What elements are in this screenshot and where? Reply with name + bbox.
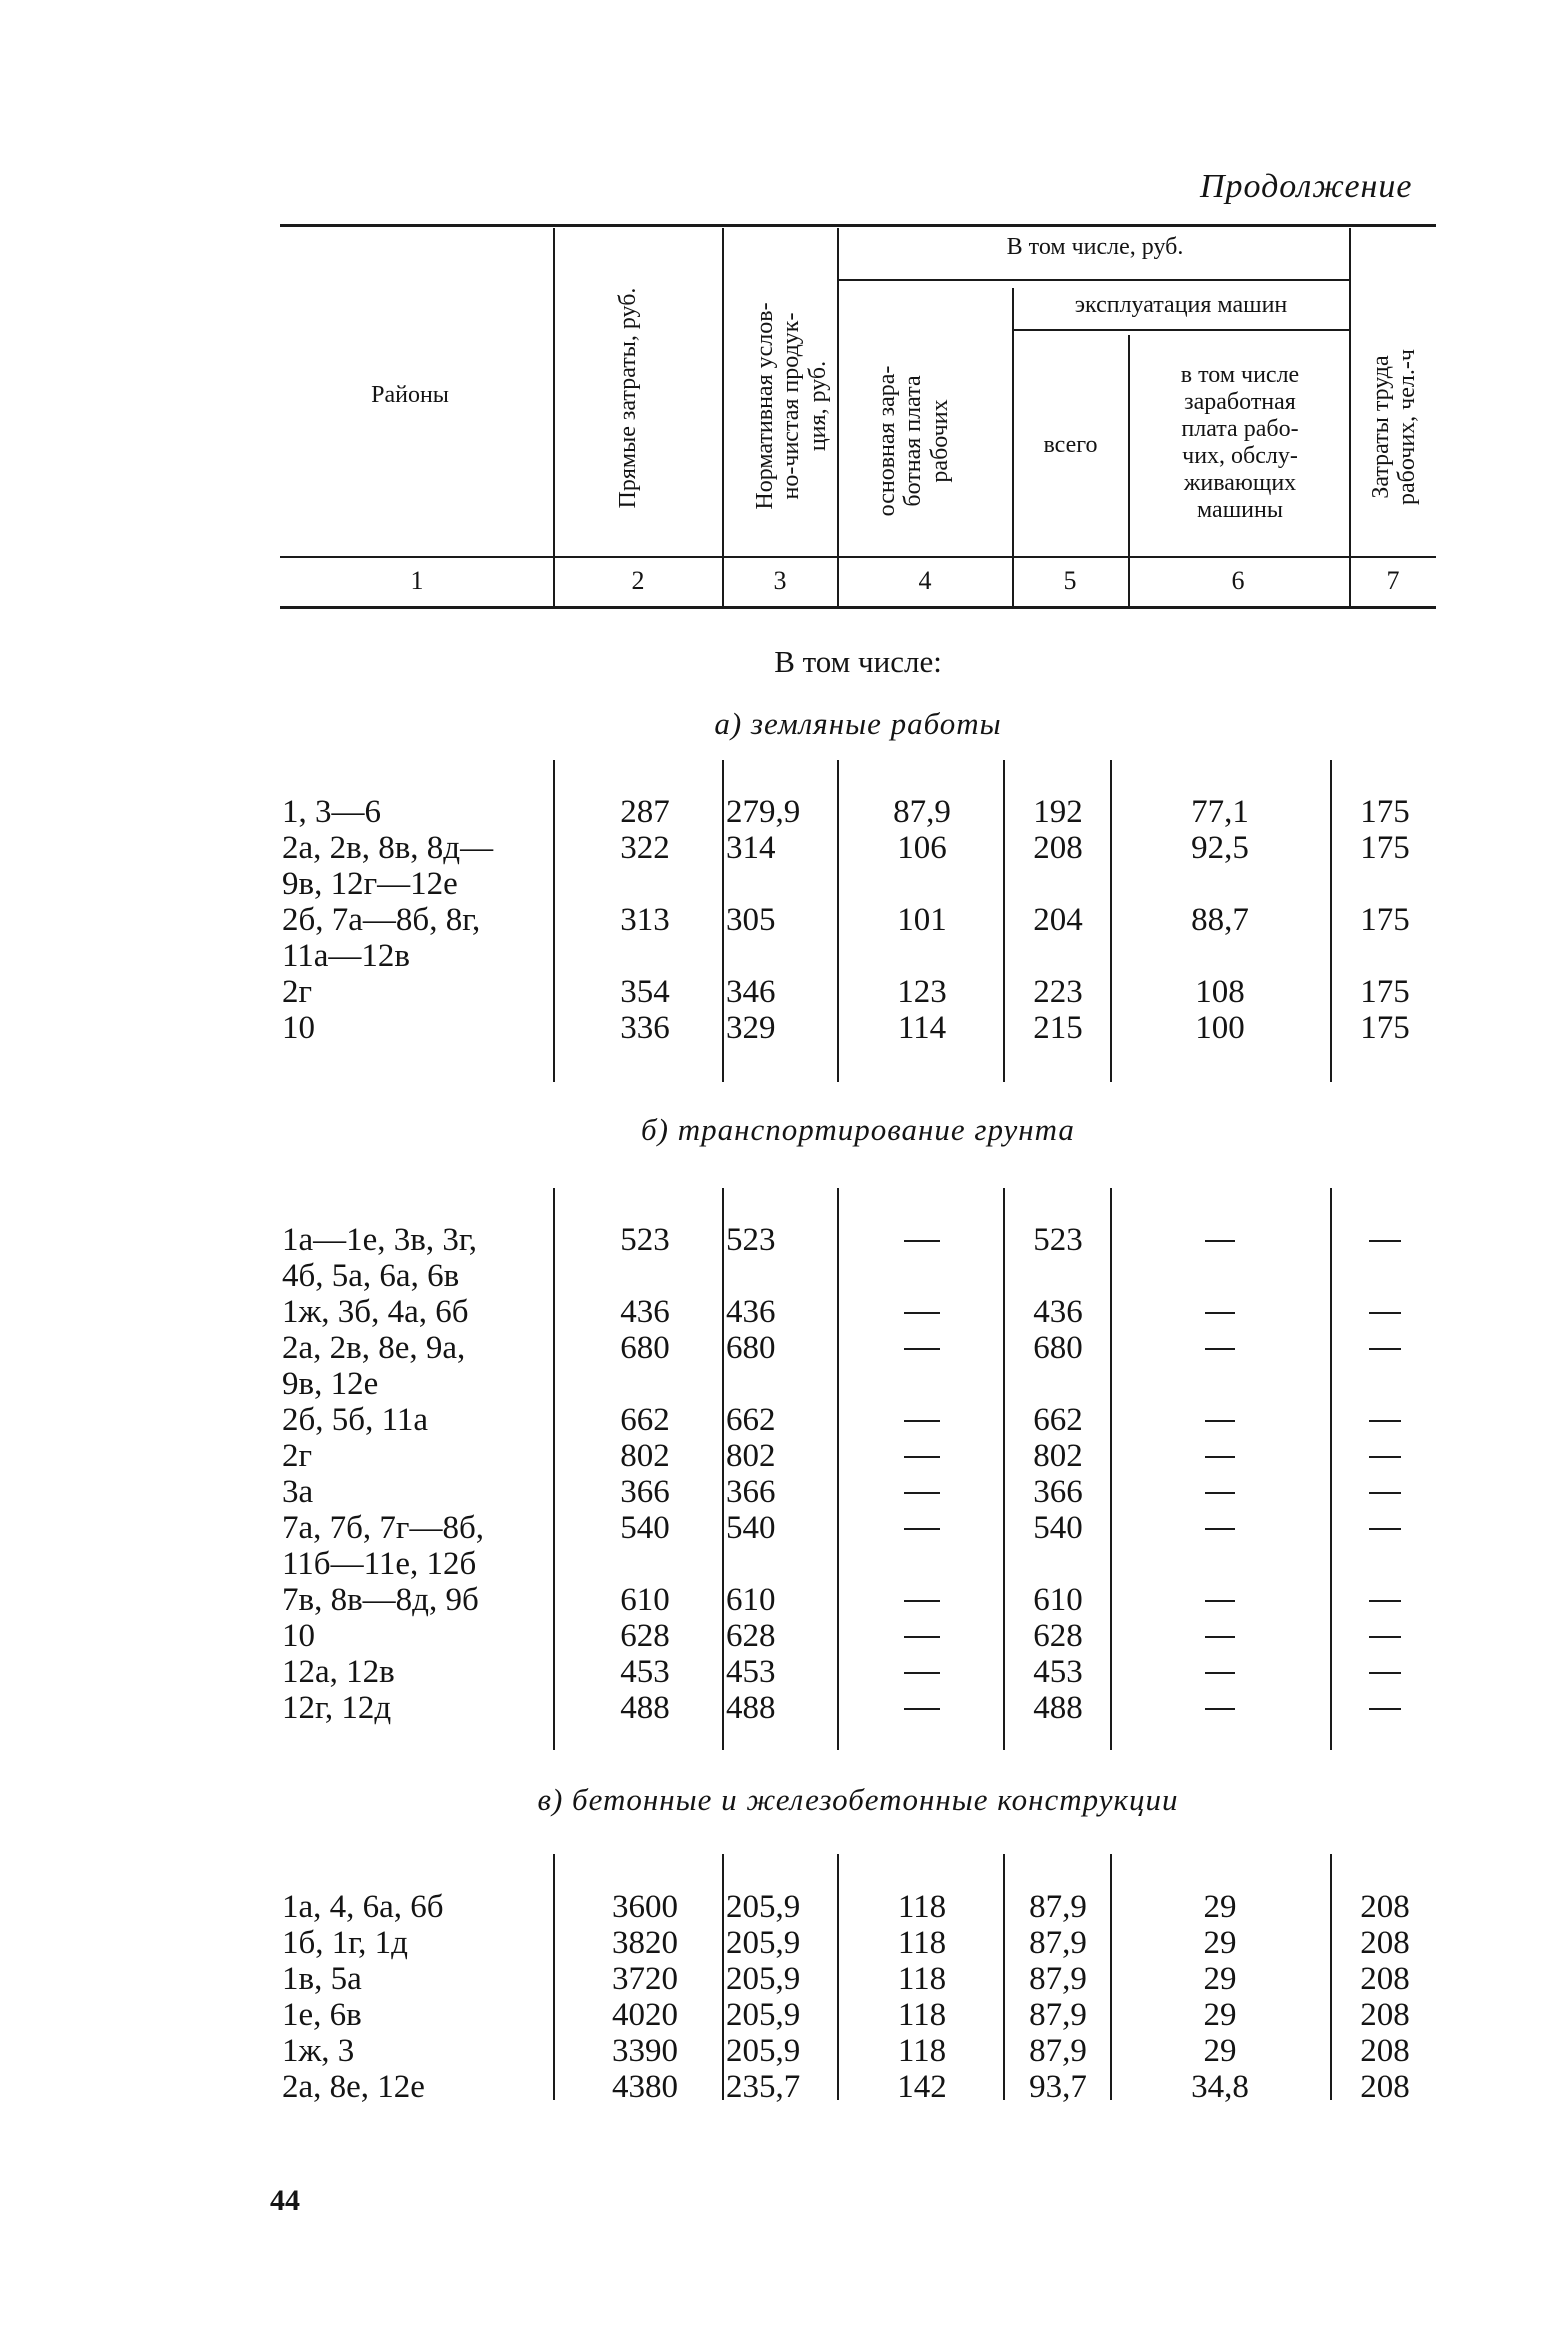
value-cell: 313 — [620, 902, 670, 938]
value-cell: 436 — [726, 1294, 776, 1330]
value-cell: 208 — [1360, 1997, 1410, 2033]
column-number: 4 — [918, 566, 932, 595]
dash-mark — [904, 1708, 940, 1710]
value-cell: 366 — [726, 1474, 776, 1510]
value-cell: 87,9 — [1029, 1925, 1087, 1961]
value-cell: 346 — [726, 974, 776, 1010]
dash-mark — [1369, 1672, 1401, 1674]
value-cell: 87,9 — [1029, 1997, 1087, 2033]
value-cell: 453 — [620, 1654, 670, 1690]
table-row — [0, 1618, 1556, 1654]
value-cell: 175 — [1360, 902, 1410, 938]
region-cell: 7в, 8в—8д, 9б — [282, 1582, 479, 1618]
table-row — [0, 1294, 1556, 1330]
table-row — [0, 1582, 1556, 1618]
table-row — [0, 794, 1556, 830]
value-cell: 108 — [1195, 974, 1245, 1010]
region-cell: 2а, 2в, 8в, 8д— 9в, 12г—12е — [282, 830, 494, 902]
dash-mark — [904, 1636, 940, 1638]
value-cell: 628 — [620, 1618, 670, 1654]
value-cell: 106 — [897, 830, 947, 866]
value-cell: 235,7 — [726, 2069, 801, 2105]
table-row — [0, 830, 1556, 902]
dash-mark — [1205, 1456, 1235, 1458]
column-number: 2 — [631, 566, 645, 595]
region-cell: 2г — [282, 974, 313, 1010]
value-cell: 366 — [620, 1474, 670, 1510]
table-row — [0, 1997, 1556, 2033]
region-cell: 10 — [282, 1010, 315, 1046]
value-cell: 610 — [1033, 1582, 1083, 1618]
page-number: 44 — [270, 2184, 300, 2217]
value-cell: 314 — [726, 830, 776, 866]
dash-mark — [904, 1528, 940, 1530]
value-cell: 628 — [726, 1618, 776, 1654]
value-cell: 29 — [1203, 1889, 1237, 1925]
value-cell: 205,9 — [726, 1925, 801, 1961]
header-normative-product: Нормативная услов- но-чистая продук- ция, руб. — [752, 302, 831, 510]
value-cell: 354 — [620, 974, 670, 1010]
value-cell: 87,9 — [893, 794, 951, 830]
dash-mark — [1369, 1420, 1401, 1422]
value-cell: 175 — [1360, 1010, 1410, 1046]
value-cell: 208 — [1360, 1889, 1410, 1925]
value-cell: 540 — [1033, 1510, 1083, 1546]
dash-mark — [904, 1312, 940, 1314]
value-cell: 628 — [1033, 1618, 1083, 1654]
region-cell: 2б, 5б, 11а — [282, 1402, 429, 1438]
value-cell: 223 — [1033, 974, 1083, 1010]
dash-mark — [1205, 1492, 1235, 1494]
table-row — [0, 1330, 1556, 1402]
dash-mark — [1369, 1456, 1401, 1458]
value-cell: 4020 — [612, 1997, 678, 2033]
continuation-label: Продолжение — [1200, 168, 1413, 205]
value-cell: 93,7 — [1029, 2069, 1087, 2105]
dash-mark — [1369, 1708, 1401, 1710]
value-cell: 205,9 — [726, 1997, 801, 2033]
value-cell: 3600 — [612, 1889, 678, 1925]
region-cell: 7а, 7б, 7г—8б, 11б—11е, 12б — [282, 1510, 485, 1582]
dash-mark — [1205, 1420, 1235, 1422]
value-cell: 488 — [620, 1690, 670, 1726]
dash-mark — [1205, 1240, 1235, 1242]
value-cell: 118 — [897, 2033, 947, 2069]
value-cell: 453 — [726, 1654, 776, 1690]
value-cell: 87,9 — [1029, 2033, 1087, 2069]
header-machine-operation: эксплуатация машин — [1074, 292, 1288, 318]
header-machine-wages: в том числе заработная плата рабо- чих, обслу- живающих машины — [1180, 362, 1300, 523]
table-row — [0, 1474, 1556, 1510]
value-cell: 101 — [897, 902, 947, 938]
value-cell: 92,5 — [1191, 830, 1249, 866]
value-cell: 453 — [1033, 1654, 1083, 1690]
dash-mark — [904, 1492, 940, 1494]
header-regions: Районы — [371, 382, 449, 408]
column-number: 7 — [1386, 566, 1400, 595]
value-cell: 123 — [897, 974, 947, 1010]
dash-mark — [904, 1420, 940, 1422]
value-cell: 208 — [1033, 830, 1083, 866]
value-cell: 192 — [1033, 794, 1083, 830]
region-cell: 2а, 2в, 8е, 9а, 9в, 12е — [282, 1330, 466, 1402]
value-cell: 802 — [726, 1438, 776, 1474]
dash-mark — [904, 1240, 940, 1242]
region-cell: 1е, 6в — [282, 1997, 362, 2033]
dash-mark — [1205, 1600, 1235, 1602]
value-cell: 279,9 — [726, 794, 801, 830]
value-cell: 488 — [726, 1690, 776, 1726]
table-row — [0, 1654, 1556, 1690]
value-cell: 610 — [726, 1582, 776, 1618]
value-cell: 540 — [726, 1510, 776, 1546]
header-group-including: В том числе, руб. — [1006, 234, 1184, 260]
value-cell: 118 — [897, 1925, 947, 1961]
value-cell: 680 — [726, 1330, 776, 1366]
value-cell: 336 — [620, 1010, 670, 1046]
value-cell: 175 — [1360, 794, 1410, 830]
table-row — [0, 1010, 1556, 1046]
dash-mark — [904, 1672, 940, 1674]
value-cell: 208 — [1360, 1961, 1410, 1997]
value-cell: 366 — [1033, 1474, 1083, 1510]
dash-mark — [1369, 1492, 1401, 1494]
region-cell: 2а, 8е, 12е — [282, 2069, 425, 2105]
value-cell: 662 — [620, 1402, 670, 1438]
dash-mark — [1205, 1708, 1235, 1710]
dash-mark — [1369, 1348, 1401, 1350]
value-cell: 802 — [620, 1438, 670, 1474]
value-cell: 208 — [1360, 1925, 1410, 1961]
region-cell: 1, 3—6 — [282, 794, 381, 830]
value-cell: 88,7 — [1191, 902, 1249, 938]
value-cell: 523 — [620, 1222, 670, 1258]
table-row — [0, 1889, 1556, 1925]
section-title: а) земляные работы — [714, 706, 1002, 741]
dash-mark — [1205, 1348, 1235, 1350]
dash-mark — [1205, 1528, 1235, 1530]
table-row — [0, 1222, 1556, 1294]
column-number: 3 — [773, 566, 787, 595]
value-cell: 3720 — [612, 1961, 678, 1997]
value-cell: 118 — [897, 1889, 947, 1925]
value-cell: 436 — [620, 1294, 670, 1330]
region-cell: 1ж, 3б, 4а, 6б — [282, 1294, 469, 1330]
value-cell: 305 — [726, 902, 776, 938]
value-cell: 610 — [620, 1582, 670, 1618]
value-cell: 114 — [897, 1010, 947, 1046]
value-cell: 142 — [897, 2069, 947, 2105]
value-cell: 322 — [620, 830, 670, 866]
table-row — [0, 974, 1556, 1010]
region-cell: 1в, 5а — [282, 1961, 362, 1997]
dash-mark — [1205, 1672, 1235, 1674]
dash-mark — [1205, 1636, 1235, 1638]
value-cell: 175 — [1360, 830, 1410, 866]
value-cell: 215 — [1033, 1010, 1083, 1046]
table-row — [0, 2069, 1556, 2105]
value-cell: 205,9 — [726, 2033, 801, 2069]
region-cell: 12г, 12д — [282, 1690, 392, 1726]
header-labor-costs: Затраты труда рабочих, чел.-ч — [1368, 349, 1421, 505]
region-cell: 10 — [282, 1618, 315, 1654]
value-cell: 29 — [1203, 1997, 1237, 2033]
value-cell: 523 — [726, 1222, 776, 1258]
section-title: б) транспортирование грунта — [641, 1112, 1075, 1147]
value-cell: 662 — [1033, 1402, 1083, 1438]
value-cell: 205,9 — [726, 1961, 801, 1997]
dash-mark — [1369, 1528, 1401, 1530]
region-cell: 1а—1е, 3в, 3г, 4б, 5а, 6а, 6в — [282, 1222, 477, 1294]
value-cell: 3820 — [612, 1925, 678, 1961]
table-row — [0, 1402, 1556, 1438]
region-cell: 1ж, 3 — [282, 2033, 355, 2069]
region-cell: 2б, 7а—8б, 8г, 11а—12в — [282, 902, 481, 974]
value-cell: 100 — [1195, 1010, 1245, 1046]
value-cell: 287 — [620, 794, 670, 830]
table-row — [0, 1961, 1556, 1997]
value-cell: 87,9 — [1029, 1961, 1087, 1997]
value-cell: 118 — [897, 1961, 947, 1997]
header-direct-costs: Прямые затраты, руб. — [615, 287, 641, 509]
value-cell: 662 — [726, 1402, 776, 1438]
column-number: 5 — [1063, 566, 1077, 595]
dash-mark — [904, 1348, 940, 1350]
table-row — [0, 1925, 1556, 1961]
value-cell: 29 — [1203, 2033, 1237, 2069]
region-cell: 1б, 1г, 1д — [282, 1925, 408, 1961]
region-cell: 12а, 12в — [282, 1654, 395, 1690]
in-total-label: В том числе: — [774, 644, 942, 679]
table-row — [0, 1438, 1556, 1474]
value-cell: 208 — [1360, 2033, 1410, 2069]
dash-mark — [904, 1456, 940, 1458]
value-cell: 523 — [1033, 1222, 1083, 1258]
value-cell: 436 — [1033, 1294, 1083, 1330]
value-cell: 204 — [1033, 902, 1083, 938]
table-row — [0, 902, 1556, 974]
section-title: в) бетонные и железобетонные конструкции — [537, 1782, 1179, 1817]
dash-mark — [1205, 1312, 1235, 1314]
column-number: 1 — [410, 566, 424, 595]
dash-mark — [1369, 1636, 1401, 1638]
dash-mark — [1369, 1240, 1401, 1242]
value-cell: 488 — [1033, 1690, 1083, 1726]
dash-mark — [1369, 1600, 1401, 1602]
value-cell: 118 — [897, 1997, 947, 2033]
value-cell: 87,9 — [1029, 1889, 1087, 1925]
value-cell: 680 — [1033, 1330, 1083, 1366]
table-row — [0, 1690, 1556, 1726]
value-cell: 205,9 — [726, 1889, 801, 1925]
value-cell: 208 — [1360, 2069, 1410, 2105]
region-cell: 1а, 4, 6а, 6б — [282, 1889, 444, 1925]
value-cell: 34,8 — [1191, 2069, 1249, 2105]
value-cell: 77,1 — [1191, 794, 1249, 830]
table-row — [0, 1510, 1556, 1582]
value-cell: 3390 — [612, 2033, 678, 2069]
region-cell: 2г — [282, 1438, 313, 1474]
value-cell: 175 — [1360, 974, 1410, 1010]
table-row — [0, 2033, 1556, 2069]
column-number: 6 — [1231, 566, 1245, 595]
value-cell: 329 — [726, 1010, 776, 1046]
header-base-wages: основная зара- ботная плата рабочих — [874, 365, 953, 517]
dash-mark — [1369, 1312, 1401, 1314]
value-cell: 4380 — [612, 2069, 678, 2105]
dash-mark — [904, 1600, 940, 1602]
value-cell: 802 — [1033, 1438, 1083, 1474]
region-cell: 3а — [282, 1474, 314, 1510]
value-cell: 680 — [620, 1330, 670, 1366]
value-cell: 29 — [1203, 1961, 1237, 1997]
value-cell: 29 — [1203, 1925, 1237, 1961]
header-total: всего — [1043, 432, 1098, 458]
value-cell: 540 — [620, 1510, 670, 1546]
